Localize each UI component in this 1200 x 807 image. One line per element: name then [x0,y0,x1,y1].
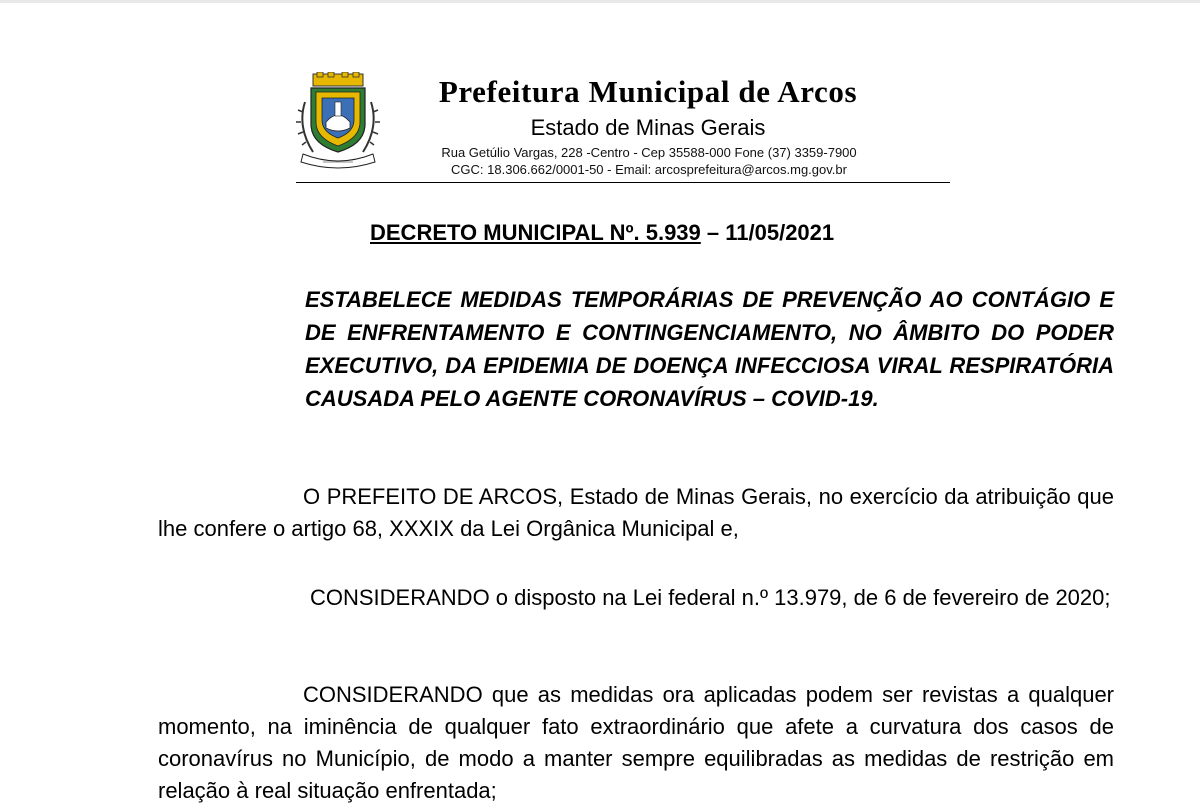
decree-summary: ESTABELECE MEDIDAS TEMPORÁRIAS DE PREVENÇÃO AO CONTÁGIO E DE ENFRENTAMENTO E CONTINGENCIAMENTO, NO ÂMBITO DO PODER EXECUTIVO, DA EPIDEMIA DE DOENÇA INFECCIOSA VIRAL RESPIRATÓRIA CAUSADA PELO AGENTE CORONAVÍRUS – COVID-19. [305,287,1114,411]
state-name: Estado de Minas Gerais [530,115,766,140]
paragraph-text: O PREFEITO DE ARCOS, Estado de Minas Gerais, no exercício da atribuição que lhe confere o artigo 68, XXXIX da Lei Orgânica Municipal e, [158,484,1114,541]
viewer-top-edge [0,0,1200,3]
paragraph-text: CONSIDERANDO o disposto na Lei federal n.º 13.979, de 6 de fevereiro de 2020; [310,585,1111,610]
decree-number: DECRETO MUNICIPAL Nº. 5.939 [370,220,701,245]
organization-name: Prefeitura Municipal de Arcos [438,74,858,109]
address-line: Rua Getúlio Vargas, 228 -Centro - Cep 35588-000 Fone (37) 3359-7900 [441,145,857,160]
paragraph-text: CONSIDERANDO que as medidas ora aplicadas podem ser revistas a qualquer momento, na iminência de qualquer fato extraordinário que afete a curvatura dos casos de coronavírus no Município, de modo a manter sempre equilibradas as medidas de restrição em relação à real situação enfrentada; [158,682,1114,803]
preamble-paragraph [158,481,1114,545]
considering-paragraph-2 [158,679,1114,807]
considering-paragraph-1 [158,582,1114,614]
decree-date: – 11/05/2021 [700,220,835,245]
decree-title [370,220,834,246]
contact-line: CGC: 18.306.662/0001-50 - Email: arcosprefeitura@arcos.mg.gov.br [451,162,847,177]
header-divider [296,182,950,183]
municipal-coat-of-arms-icon [295,72,381,172]
